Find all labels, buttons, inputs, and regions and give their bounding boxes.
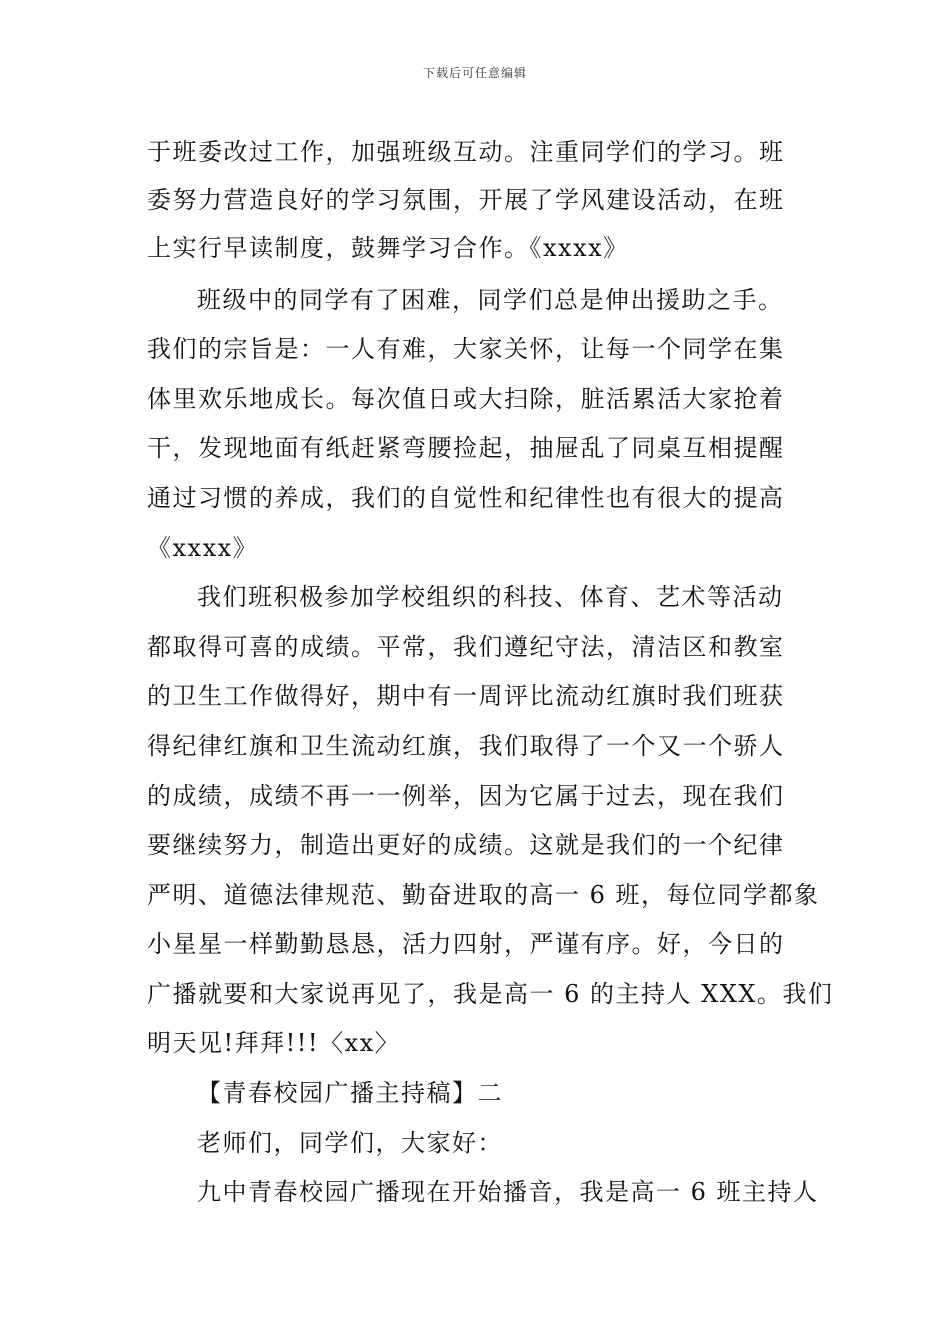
text-line: 体里欢乐地成长。每次值日或大扫除，脏活累活大家抢着 [147, 385, 785, 413]
text-line: 要继续努力，制造出更好的成绩。这就是我们的一个纪律 [147, 831, 785, 859]
text-line: 干，发现地面有纸赶紧弯腰捡起，抽屉乱了同桌互相提醒 [147, 434, 785, 462]
text-line: 的成绩，成绩不再一一例举，因为它属于过去，现在我们 [147, 782, 785, 810]
greeting-line: 老师们，同学们，大家好： [197, 1129, 503, 1157]
text-line: 上实行早读制度，鼓舞学习合作。《xxxx》 [147, 234, 629, 262]
text-line: 于班委改过工作，加强班级互动。注重同学们的学习。班 [147, 138, 785, 166]
page-header: 下载后可任意编辑 [422, 66, 527, 80]
text-line: 明天见!拜拜!!!〈xx〉 [147, 1029, 401, 1057]
text-line: 的卫生工作做得好，期中有一周评比流动红旗时我们班获 [147, 682, 785, 710]
text-line: 严明、道德法律规范、勤奋进取的高一 6 班，每位同学都象 [147, 881, 820, 909]
text-line: 得纪律红旗和卫生流动红旗，我们取得了一个又一个骄人 [147, 732, 785, 760]
text-line: 通过习惯的养成，我们的自觉性和纪律性也有很大的提高 [147, 484, 785, 512]
section-title: 【青春校园广播主持稿】二 [197, 1079, 503, 1107]
text-line: 《xxxx》 [147, 534, 259, 562]
text-line: 委努力营造良好的学习氛围，开展了学风建设活动，在班 [147, 186, 785, 214]
text-line: 广播就要和大家说再见了，我是高一 6 的主持人 XXX。我们 [147, 980, 834, 1008]
text-line: 小星星一样勤勤恳恳，活力四射，严谨有序。好，今日的 [147, 930, 785, 958]
text-line: 我们班积极参加学校组织的科技、体育、艺术等活动 [197, 583, 784, 611]
text-line: 都取得可喜的成绩。平常，我们遵纪守法，清洁区和教室 [147, 633, 785, 661]
text-line: 我们的宗旨是：一人有难，大家关怀，让每一个同学在集 [147, 335, 785, 363]
text-line: 九中青春校园广播现在开始播音，我是高一 6 班主持人 [197, 1178, 819, 1206]
text-line: 班级中的同学有了困难，同学们总是伸出援助之手。 [197, 286, 784, 314]
